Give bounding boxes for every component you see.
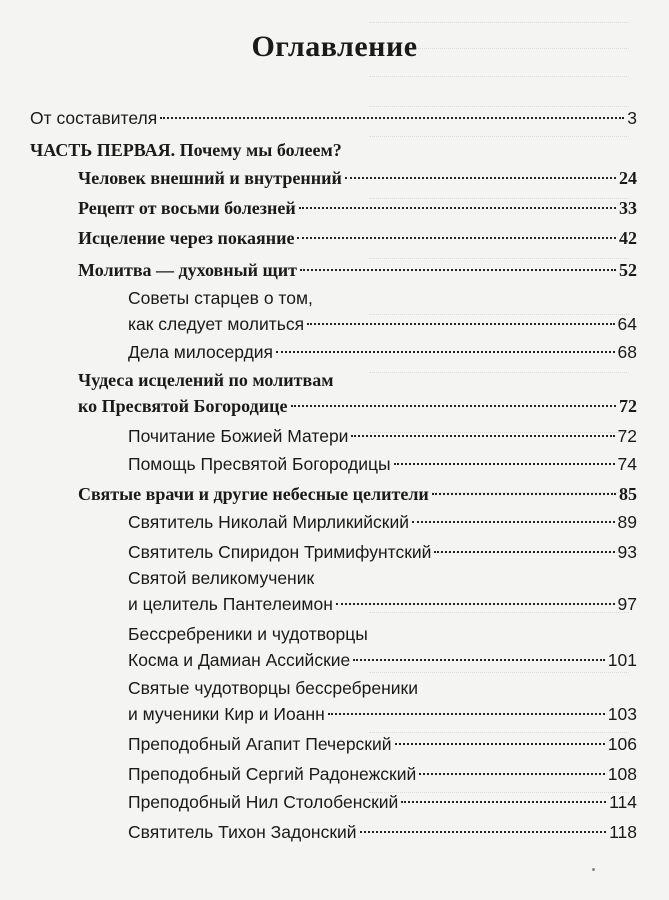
toc-entry-title-line[interactable]: Чудеса исцелений по молитвам [78, 370, 334, 390]
toc-entry-title: Святитель Николай Мирликийский [128, 512, 409, 532]
toc-entry[interactable] [128, 820, 637, 844]
toc-entry-page: 52 [619, 260, 637, 280]
toc-entry-page: 72 [619, 396, 637, 416]
dot-leader [353, 659, 605, 661]
dot-leader [307, 323, 614, 325]
toc-entry-title: Преподобный Агапит Печерский [128, 734, 392, 754]
toc-entry[interactable] [30, 106, 637, 130]
toc-entry-page: 118 [609, 822, 637, 842]
toc-entry[interactable] [78, 394, 637, 418]
toc-entry[interactable] [128, 592, 637, 616]
toc-entry-title: Дела милосердия [128, 342, 274, 362]
dot-leader [345, 177, 616, 179]
dot-leader [432, 493, 616, 495]
toc-entry-title: Святитель Тихон Задонский [128, 822, 357, 842]
toc-entry-title: Святые врачи и другие небесные целители [78, 484, 429, 504]
page-title: Оглавление [251, 30, 418, 63]
toc-entry-title-line[interactable]: Советы старцев о том, [128, 288, 313, 308]
toc-entry[interactable] [78, 166, 637, 190]
toc-entry-page: 108 [607, 764, 637, 784]
dot-leader [328, 713, 605, 715]
toc-entry-page: 74 [617, 454, 637, 474]
toc-entry[interactable] [128, 702, 637, 726]
toc-entry-title: Преподобный Нил Столобенский [128, 792, 399, 812]
toc-entry[interactable] [128, 424, 637, 448]
toc-entry-title: как следует молиться [128, 314, 305, 334]
toc-entry[interactable] [78, 196, 637, 220]
toc-entry-title-line[interactable]: Святые чудотворцы бессребреники [128, 678, 418, 698]
toc-entry[interactable] [128, 790, 637, 814]
toc-entry-title: ко Пресвятой Богородице [78, 396, 288, 416]
toc-entry[interactable] [128, 732, 637, 756]
toc-entry-page: 101 [607, 650, 637, 670]
toc-entry-page: 72 [617, 426, 637, 446]
print-speck [592, 868, 595, 871]
toc-entry-title-line[interactable]: Бессребреники и чудотворцы [128, 624, 368, 644]
dot-leader [276, 351, 614, 353]
dot-leader [412, 521, 615, 523]
toc-entry[interactable] [78, 226, 637, 250]
toc-entry-page: 24 [619, 168, 637, 188]
dot-leader [291, 405, 617, 407]
dot-leader [160, 117, 624, 119]
toc-entry-title: Человек внешний и внутренний [78, 168, 342, 188]
toc-entry-title: От составителя [30, 108, 158, 128]
dot-leader [434, 551, 614, 553]
dot-leader [351, 435, 614, 437]
toc-entry-page: 93 [617, 542, 637, 562]
toc-entry[interactable] [78, 482, 637, 506]
toc-entry-page: 68 [617, 342, 637, 362]
toc-entry-page: 97 [617, 594, 637, 614]
toc-entry-title: Помощь Пресвятой Богородицы [128, 454, 391, 474]
toc-entry-page: 114 [609, 792, 637, 812]
toc-entry-page: 89 [617, 512, 637, 532]
toc-entry-title-line[interactable]: Святой великомученик [128, 568, 315, 588]
toc-entry-title: Почитание Божией Матери [128, 426, 349, 446]
toc-entry-title: Рецепт от восьми болезней [78, 198, 296, 218]
dot-leader [300, 269, 616, 271]
toc-entry[interactable] [128, 312, 637, 336]
toc-entry-page: 106 [607, 734, 637, 754]
toc-entry[interactable] [128, 540, 637, 564]
toc-entry[interactable] [128, 340, 637, 364]
toc-entry[interactable] [128, 510, 637, 534]
toc-entry[interactable] [128, 648, 637, 672]
dot-leader [360, 831, 607, 833]
toc-entry[interactable] [128, 762, 637, 786]
dot-leader [401, 801, 606, 803]
toc-entry-page: 3 [627, 108, 637, 128]
dot-leader [394, 463, 615, 465]
dot-leader [299, 207, 616, 209]
toc-entry-page: 103 [607, 704, 637, 724]
toc-entry-page: 33 [619, 198, 637, 218]
toc-entry-title: и мученики Кир и Иоанн [128, 704, 325, 724]
toc-part-heading[interactable]: ЧАСТЬ ПЕРВАЯ. Почему мы болеем? [30, 140, 342, 160]
dot-leader [419, 773, 605, 775]
toc-entry-title: Молитва — духовный щит [78, 260, 297, 280]
toc-entry-title: Исцеление через покаяние [78, 228, 295, 248]
toc-entry-page: 64 [617, 314, 637, 334]
dot-leader [297, 237, 616, 239]
toc-entry-title: и целитель Пантелеимон [128, 594, 333, 614]
toc-entry[interactable] [78, 258, 637, 282]
dot-leader [336, 603, 615, 605]
toc-entry-title: Святитель Спиридон Тримифунтский [128, 542, 432, 562]
toc-entry-page: 42 [619, 228, 637, 248]
toc-entry[interactable] [128, 452, 637, 476]
toc-entry-page: 85 [619, 484, 637, 504]
dot-leader [395, 743, 605, 745]
toc-entry-title: Преподобный Сергий Радонежский [128, 764, 417, 784]
toc-entry-title: Косма и Дамиан Ассийские [128, 650, 351, 670]
